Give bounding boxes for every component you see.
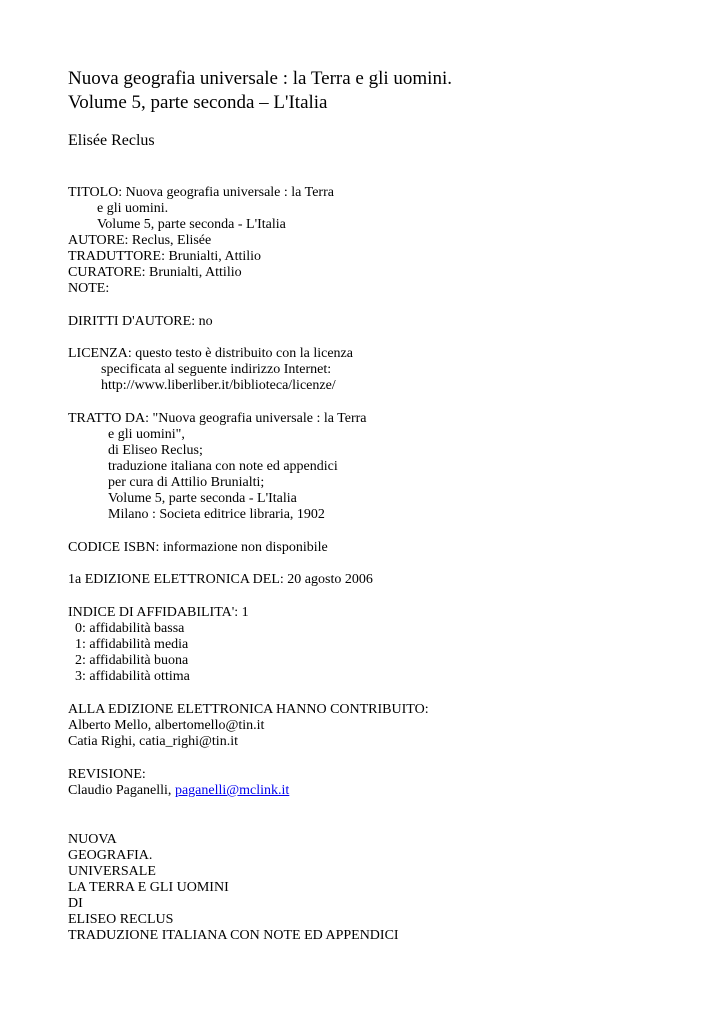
document-title-line-2: Volume 5, parte seconda – L'Italia: [68, 92, 328, 113]
diritti-line: DIRITTI D'AUTORE: no: [68, 314, 213, 329]
colophon-line: UNIVERSALE: [68, 864, 156, 879]
titolo-line: Volume 5, parte seconda - L'Italia: [97, 217, 286, 232]
document-author: Elisée Reclus: [68, 132, 155, 149]
titolo-line: e gli uomini.: [97, 201, 169, 216]
contributore-line: Alberto Mello, albertomello@tin.it: [68, 718, 265, 733]
curatore-line: CURATORE: Brunialti, Attilio: [68, 265, 242, 280]
contributore-line: Catia Righi, catia_righi@tin.it: [68, 734, 238, 749]
autore-line: AUTORE: Reclus, Elisée: [68, 233, 212, 248]
tratto-da-line: Milano : Societa editrice libraria, 1902: [108, 507, 325, 522]
isbn-line: CODICE ISBN: informazione non disponibile: [68, 540, 328, 555]
colophon-line: ELISEO RECLUS: [68, 912, 174, 927]
affidabilita-heading: INDICE DI AFFIDABILITA': 1: [68, 605, 249, 620]
affidabilita-item: 3: affidabilità ottima: [75, 669, 190, 684]
traduttore-line: TRADUTTORE: Brunialti, Attilio: [68, 249, 262, 264]
note-line: NOTE:: [68, 281, 110, 296]
revisione-heading: REVISIONE:: [68, 767, 146, 782]
affidabilita-item: 0: affidabilità bassa: [75, 621, 185, 636]
licenza-url: http://www.liberliber.it/biblioteca/licenze/: [101, 378, 336, 393]
revisore-email-link[interactable]: paganelli@mclink.it: [174, 783, 290, 798]
colophon-line: GEOGRAFIA.: [68, 848, 153, 863]
affidabilita-item: 1: affidabilità media: [75, 637, 189, 652]
licenza-line: specificata al seguente indirizzo Internet:: [101, 362, 332, 377]
tratto-da-line: per cura di Attilio Brunialti;: [108, 475, 265, 490]
contributori-heading: ALLA EDIZIONE ELETTRONICA HANNO CONTRIBUITO:: [68, 702, 429, 717]
document-title-line-1: Nuova geografia universale : la Terra e gli uomini.: [68, 68, 452, 89]
tratto-da-line: e gli uomini",: [108, 427, 185, 442]
colophon-line: NUOVA: [68, 832, 117, 847]
titolo-line: TITOLO: Nuova geografia universale : la Terra: [68, 185, 334, 200]
tratto-da-line: traduzione italiana con note ed appendici: [108, 459, 338, 474]
colophon-line: LA TERRA E GLI UOMINI: [68, 880, 229, 895]
tratto-da-line: Volume 5, parte seconda - L'Italia: [108, 491, 297, 506]
affidabilita-item: 2: affidabilità buona: [75, 653, 189, 668]
revisore-name: Claudio Paganelli,: [68, 783, 175, 798]
edizione-line: 1a EDIZIONE ELETTRONICA DEL: 20 agosto 2006: [68, 572, 373, 587]
licenza-line: LICENZA: questo testo è distribuito con la licenza: [68, 346, 353, 361]
tratto-da-line: TRATTO DA: "Nuova geografia universale : la Terra: [68, 411, 367, 426]
tratto-da-line: di Eliseo Reclus;: [108, 443, 203, 458]
revisore-line: [68, 783, 289, 799]
colophon-line: TRADUZIONE ITALIANA CON NOTE ED APPENDICI: [68, 928, 399, 943]
colophon-line: DI: [68, 896, 83, 911]
